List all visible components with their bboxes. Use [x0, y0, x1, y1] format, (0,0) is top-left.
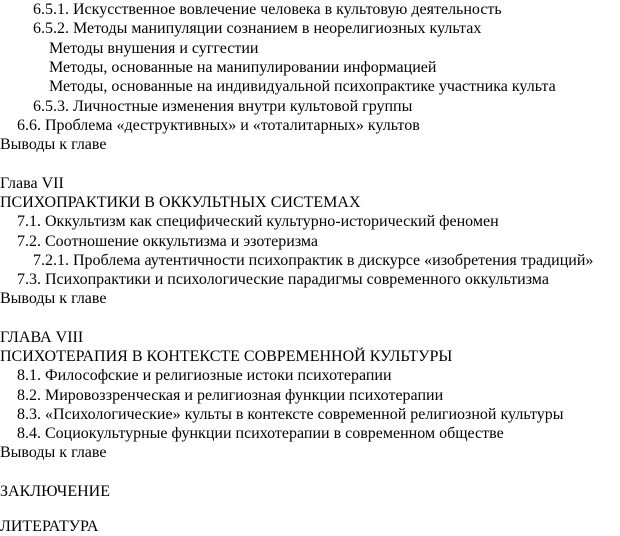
chapter-7-title: ПСИХОПРАКТИКИ В ОККУЛЬТНЫХ СИСТЕМАХ [0, 194, 361, 211]
chapter-8-number: ГЛАВА VIII [0, 329, 84, 346]
toc-entry-6-5-2: 6.5.2. Методы манипуляции сознанием в неорелигиозных культах [33, 20, 482, 37]
toc-entry-8-2: 8.2. Мировоззренческая и религиозная функции психотерапии [17, 387, 444, 404]
toc-entry-7-2-1: 7.2.1. Проблема аутентичности психопрактик в дискурсе «изобретения традиций» [33, 252, 594, 269]
toc-entry-7-1: 7.1. Оккультизм как специфический культурно-исторический феномен [17, 213, 499, 230]
toc-entry-6-5-1: 6.5.1. Искусственное вовлечение человека в культовую деятельность [33, 1, 502, 18]
toc-entry-7-2: 7.2. Соотношение оккультизма и эзотеризма [17, 233, 319, 250]
toc-entry-8-3: 8.3. «Психологические» культы в контексте современной религиозной культуры [17, 406, 564, 423]
chapter-7-number: Глава VII [0, 175, 64, 192]
toc-entry-8-4: 8.4. Социокультурные функции психотерапии в современном обществе [17, 425, 504, 442]
toc-entry-conclusion: ЗАКЛЮЧЕНИЕ [0, 483, 110, 500]
toc-entry-6-6: 6.6. Проблема «деструктивных» и «тоталитарных» культов [17, 117, 420, 134]
toc-entry-7-3: 7.3. Психопрактики и психологические парадигмы современного оккультизма [17, 271, 549, 288]
toc-entry-suggestion-methods: Методы внушения и суггестии [49, 40, 259, 57]
toc-entry-psychopractice-methods: Методы, основанные на индивидуальной психопрактике участника культа [49, 78, 556, 95]
toc-entry-conclusions-8: Выводы к главе [0, 444, 107, 461]
toc-entry-conclusions-7: Выводы к главе [0, 290, 107, 307]
toc-entry-8-1: 8.1. Философские и религиозные истоки психотерапии [17, 367, 392, 384]
toc-entry-information-methods: Методы, основанные на манипулировании информацией [49, 59, 437, 76]
toc-entry-literature: ЛИТЕРАТУРА [0, 518, 99, 535]
toc-entry-conclusions-6: Выводы к главе [0, 136, 107, 153]
toc-entry-6-5-3: 6.5.3. Личностные изменения внутри культовой группы [33, 98, 413, 115]
chapter-8-title: ПСИХОТЕРАПИЯ В КОНТЕКСТЕ СОВРЕМЕННОЙ КУЛЬТУРЫ [0, 348, 453, 365]
